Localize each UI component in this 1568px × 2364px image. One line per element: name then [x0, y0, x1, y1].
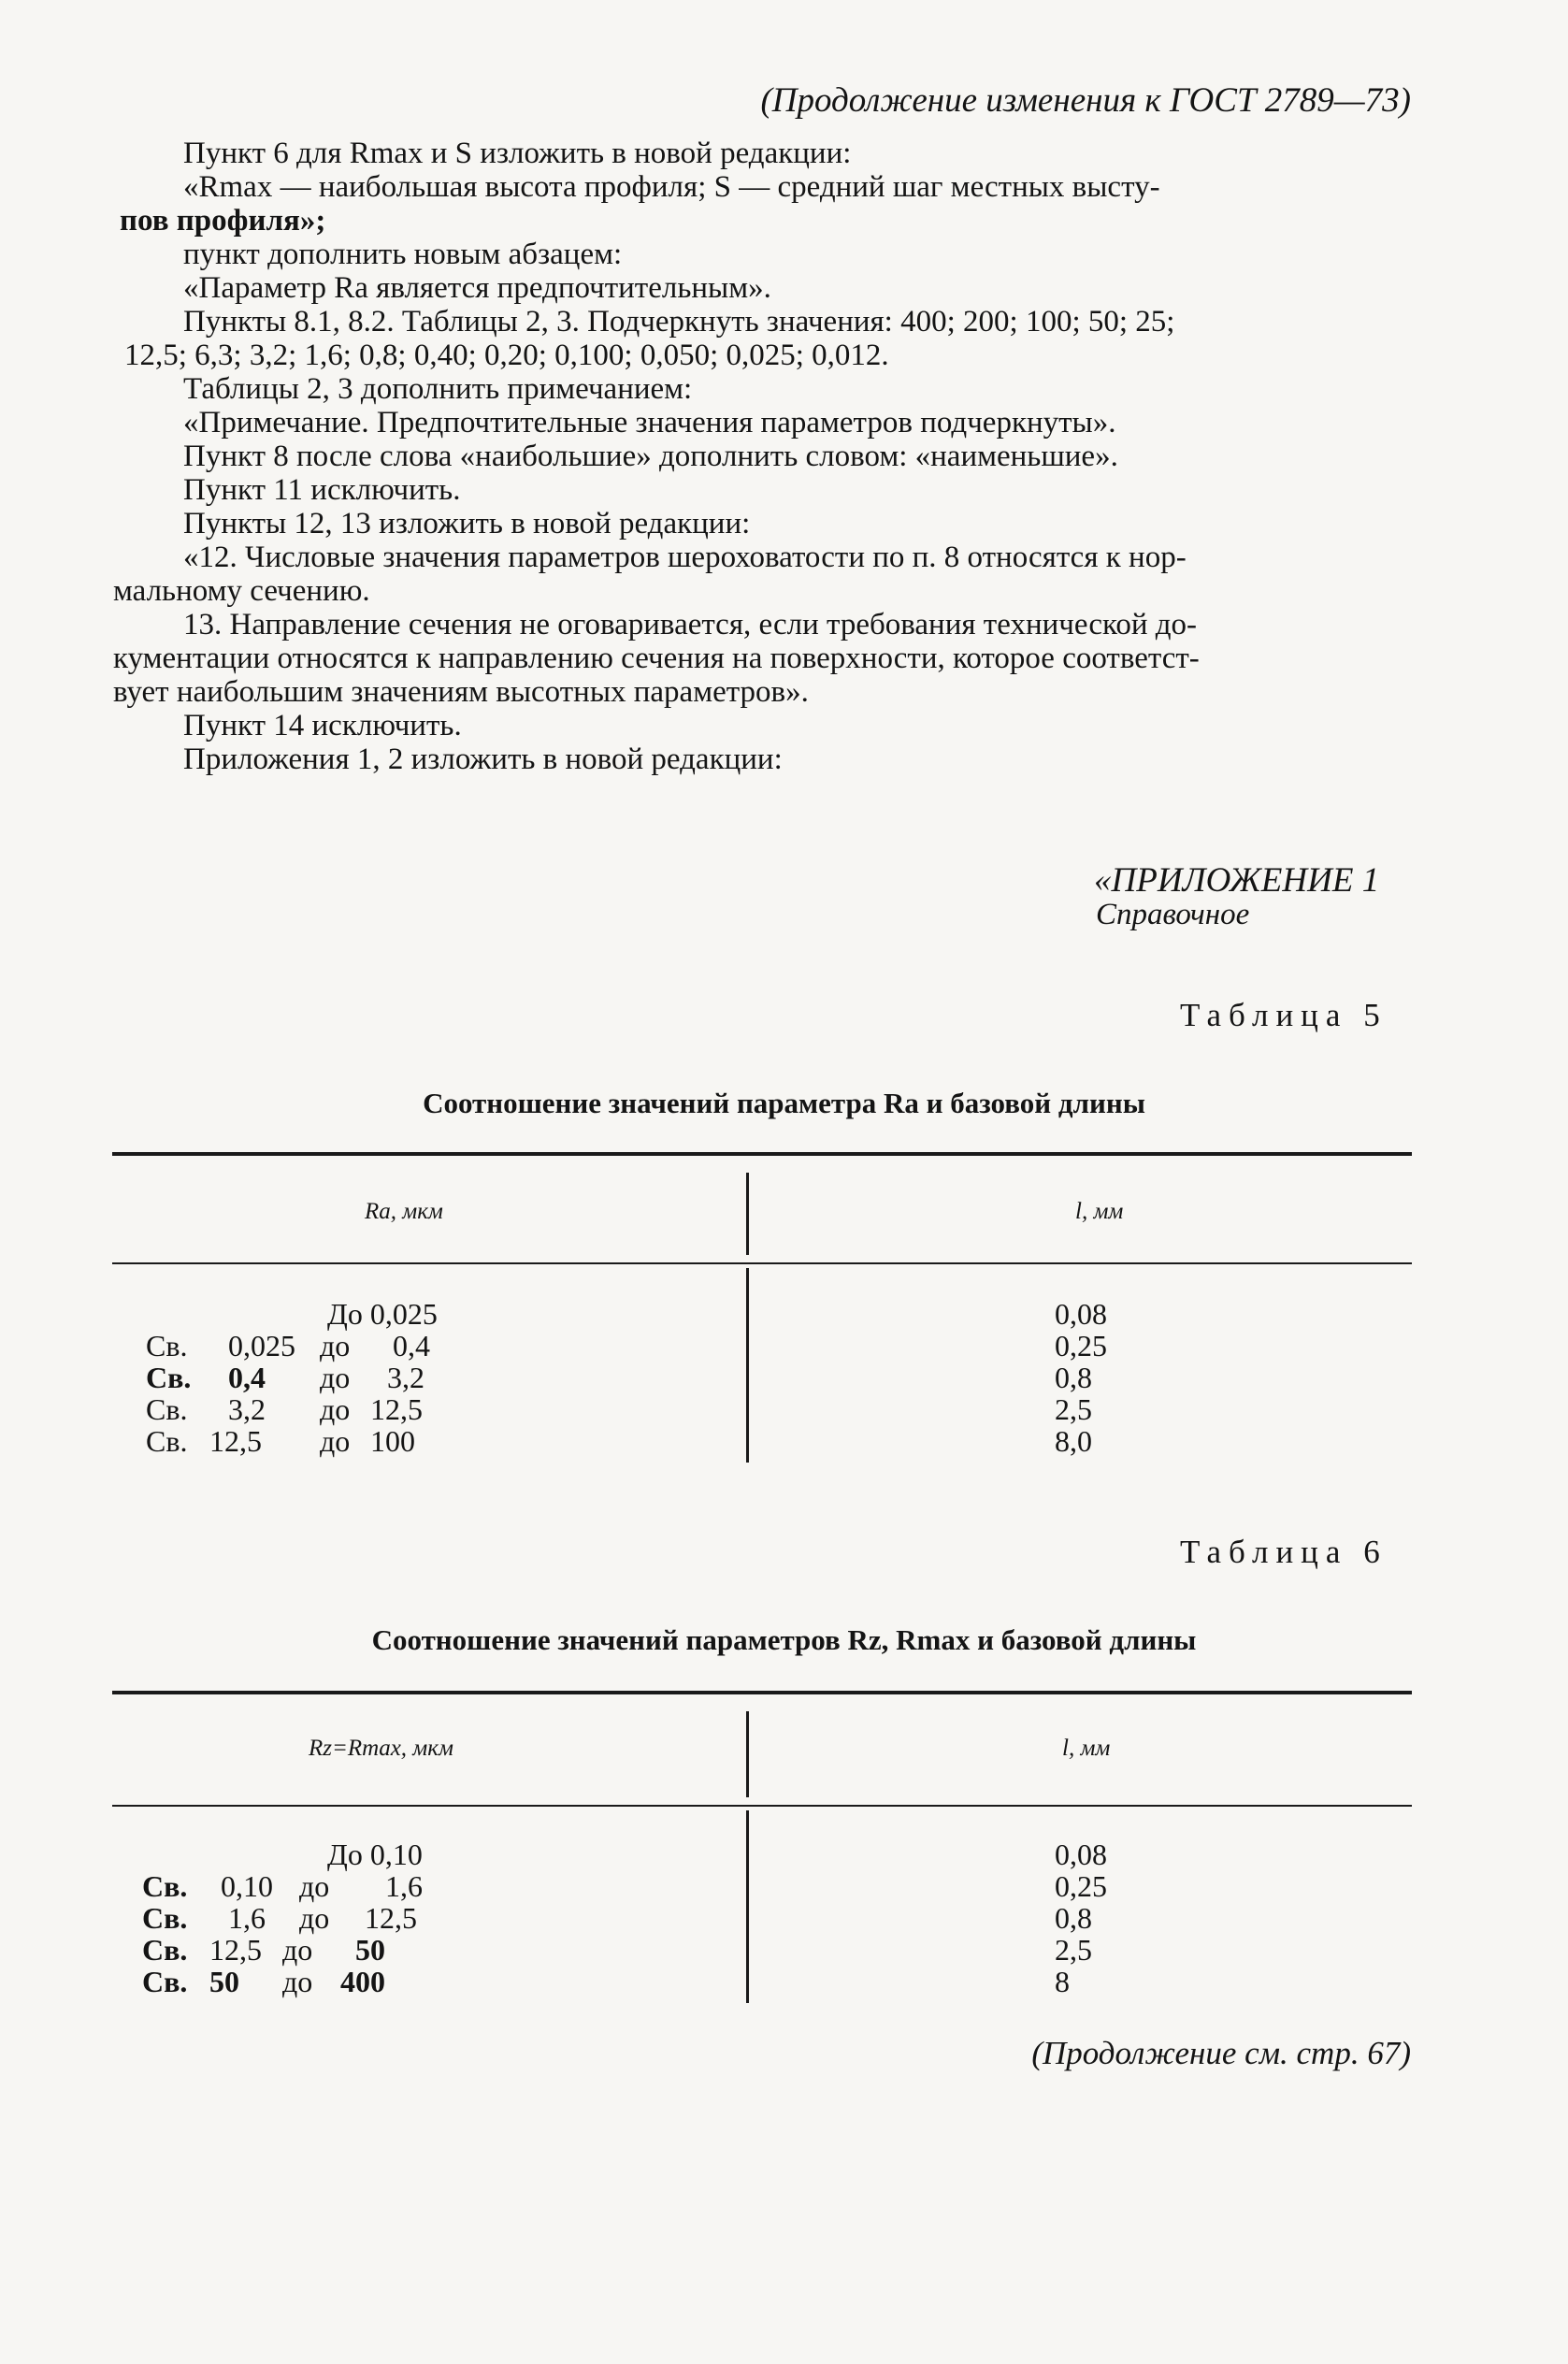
- range-do: до: [282, 1965, 313, 1998]
- range-prefix: Св.: [142, 1869, 188, 1903]
- range-from: До 0,10: [327, 1838, 423, 1871]
- base-length: 0,08: [1055, 1838, 1107, 1871]
- appendix-title: «ПРИЛОЖЕНИЕ 1: [1094, 861, 1380, 900]
- paragraph: 13. Направление сечения не оговаривается, если требования технической до-: [183, 608, 1198, 641]
- range-do: до: [320, 1361, 351, 1394]
- range-to: 0,4: [393, 1329, 430, 1362]
- range-prefix: Св.: [146, 1329, 188, 1362]
- range-from: До 0,025: [327, 1297, 438, 1331]
- paragraph: пункт дополнить новым абзацем:: [183, 238, 623, 271]
- range-from: 12,5: [209, 1933, 262, 1967]
- continuation-header: (Продолжение изменения к ГОСТ 2789—73): [760, 81, 1411, 120]
- paragraph: Приложения 1, 2 изложить в новой редакции:: [183, 742, 783, 776]
- base-length: 0,25: [1055, 1329, 1107, 1362]
- paragraph: «12. Числовые значения параметров шероховатости по п. 8 относятся к нор-: [183, 541, 1187, 574]
- range-to: 400: [340, 1965, 385, 1998]
- paragraph: Таблицы 2, 3 дополнить примечанием:: [183, 372, 693, 406]
- table-header-rule: [112, 1805, 1412, 1807]
- paragraph: Пункт 14 исключить.: [183, 709, 462, 742]
- column-header: l, мм: [1062, 1736, 1111, 1761]
- range-do: до: [299, 1901, 330, 1935]
- range-from: 50: [209, 1965, 239, 1998]
- paragraph: Пункт 8 после слова «наибольшие» дополнить словом: «наименьшие».: [183, 440, 1118, 473]
- range-prefix: Св.: [146, 1392, 188, 1426]
- paragraph: Пункты 8.1, 8.2. Таблицы 2, 3. Подчеркнуть значения: 400; 200; 100; 50; 25;: [183, 305, 1175, 339]
- paragraph: «Параметр Ra является предпочтительным».: [183, 271, 771, 305]
- base-length: 0,08: [1055, 1297, 1107, 1331]
- table-top-rule: [112, 1691, 1412, 1694]
- range-do: до: [320, 1329, 351, 1362]
- column-divider: [746, 1711, 749, 1797]
- base-length: 2,5: [1055, 1933, 1092, 1967]
- column-divider: [746, 1268, 749, 1463]
- base-length: 0,8: [1055, 1901, 1092, 1935]
- paragraph: Пункт 11 исключить.: [183, 473, 461, 507]
- table-caption: Таблица 6: [1180, 1534, 1388, 1570]
- range-do: до: [320, 1392, 351, 1426]
- range-to: 50: [355, 1933, 385, 1967]
- paragraph: вует наибольшим значениям высотных параметров».: [113, 675, 809, 709]
- column-header: Ra, мкм: [365, 1199, 443, 1224]
- range-to: 3,2: [387, 1361, 424, 1394]
- paragraph: мальному сечению.: [113, 574, 370, 608]
- column-header: l, мм: [1075, 1199, 1124, 1224]
- paragraph: кументации относятся к направлению сечения на поверхности, которое соответст-: [113, 641, 1200, 675]
- base-length: 8: [1055, 1965, 1070, 1998]
- range-to: 100: [370, 1424, 415, 1458]
- appendix-subtitle: Справочное: [1096, 898, 1250, 931]
- paragraph: 12,5; 6,3; 3,2; 1,6; 0,8; 0,40; 0,20; 0,100; 0,050; 0,025; 0,012.: [124, 339, 889, 372]
- range-from: 1,6: [228, 1901, 266, 1935]
- range-prefix: Св.: [142, 1933, 188, 1967]
- range-to: 1,6: [385, 1869, 423, 1903]
- range-to: 12,5: [365, 1901, 417, 1935]
- range-from: 12,5: [209, 1424, 262, 1458]
- range-do: до: [282, 1933, 313, 1967]
- range-prefix: Св.: [142, 1965, 188, 1998]
- table-title: Соотношение значений параметра Ra и базовой длины: [423, 1087, 1145, 1119]
- table-caption: Таблица 5: [1180, 997, 1388, 1033]
- paragraph: Пункт 6 для Rmax и S изложить в новой редакции:: [183, 137, 852, 170]
- range-from: 3,2: [228, 1392, 266, 1426]
- base-length: 0,25: [1055, 1869, 1107, 1903]
- base-length: 2,5: [1055, 1392, 1092, 1426]
- paragraph: пов профиля»;: [120, 204, 326, 238]
- range-do: до: [320, 1424, 351, 1458]
- range-prefix: Св.: [146, 1361, 192, 1394]
- range-from: 0,4: [228, 1361, 266, 1394]
- base-length: 0,8: [1055, 1361, 1092, 1394]
- range-prefix: Св.: [142, 1901, 188, 1935]
- continuation-footer: (Продолжение см. стр. 67): [1031, 2035, 1411, 2071]
- paragraph: «Rmax — наибольшая высота профиля; S — средний шаг местных высту-: [183, 170, 1160, 204]
- range-from: 0,10: [221, 1869, 273, 1903]
- column-header: Rz=Rmax, мкм: [309, 1736, 453, 1761]
- table-title: Соотношение значений параметров Rz, Rmax и базовой длины: [371, 1623, 1197, 1656]
- range-from: 0,025: [228, 1329, 295, 1362]
- range-do: до: [299, 1869, 330, 1903]
- range-prefix: Св.: [146, 1424, 188, 1458]
- paragraph: «Примечание. Предпочтительные значения параметров подчеркнуты».: [183, 406, 1116, 440]
- range-to: 12,5: [370, 1392, 423, 1426]
- column-divider: [746, 1810, 749, 2003]
- paragraph: Пункты 12, 13 изложить в новой редакции:: [183, 507, 751, 541]
- column-divider: [746, 1173, 749, 1255]
- base-length: 8,0: [1055, 1424, 1092, 1458]
- table-top-rule: [112, 1152, 1412, 1156]
- table-header-rule: [112, 1262, 1412, 1264]
